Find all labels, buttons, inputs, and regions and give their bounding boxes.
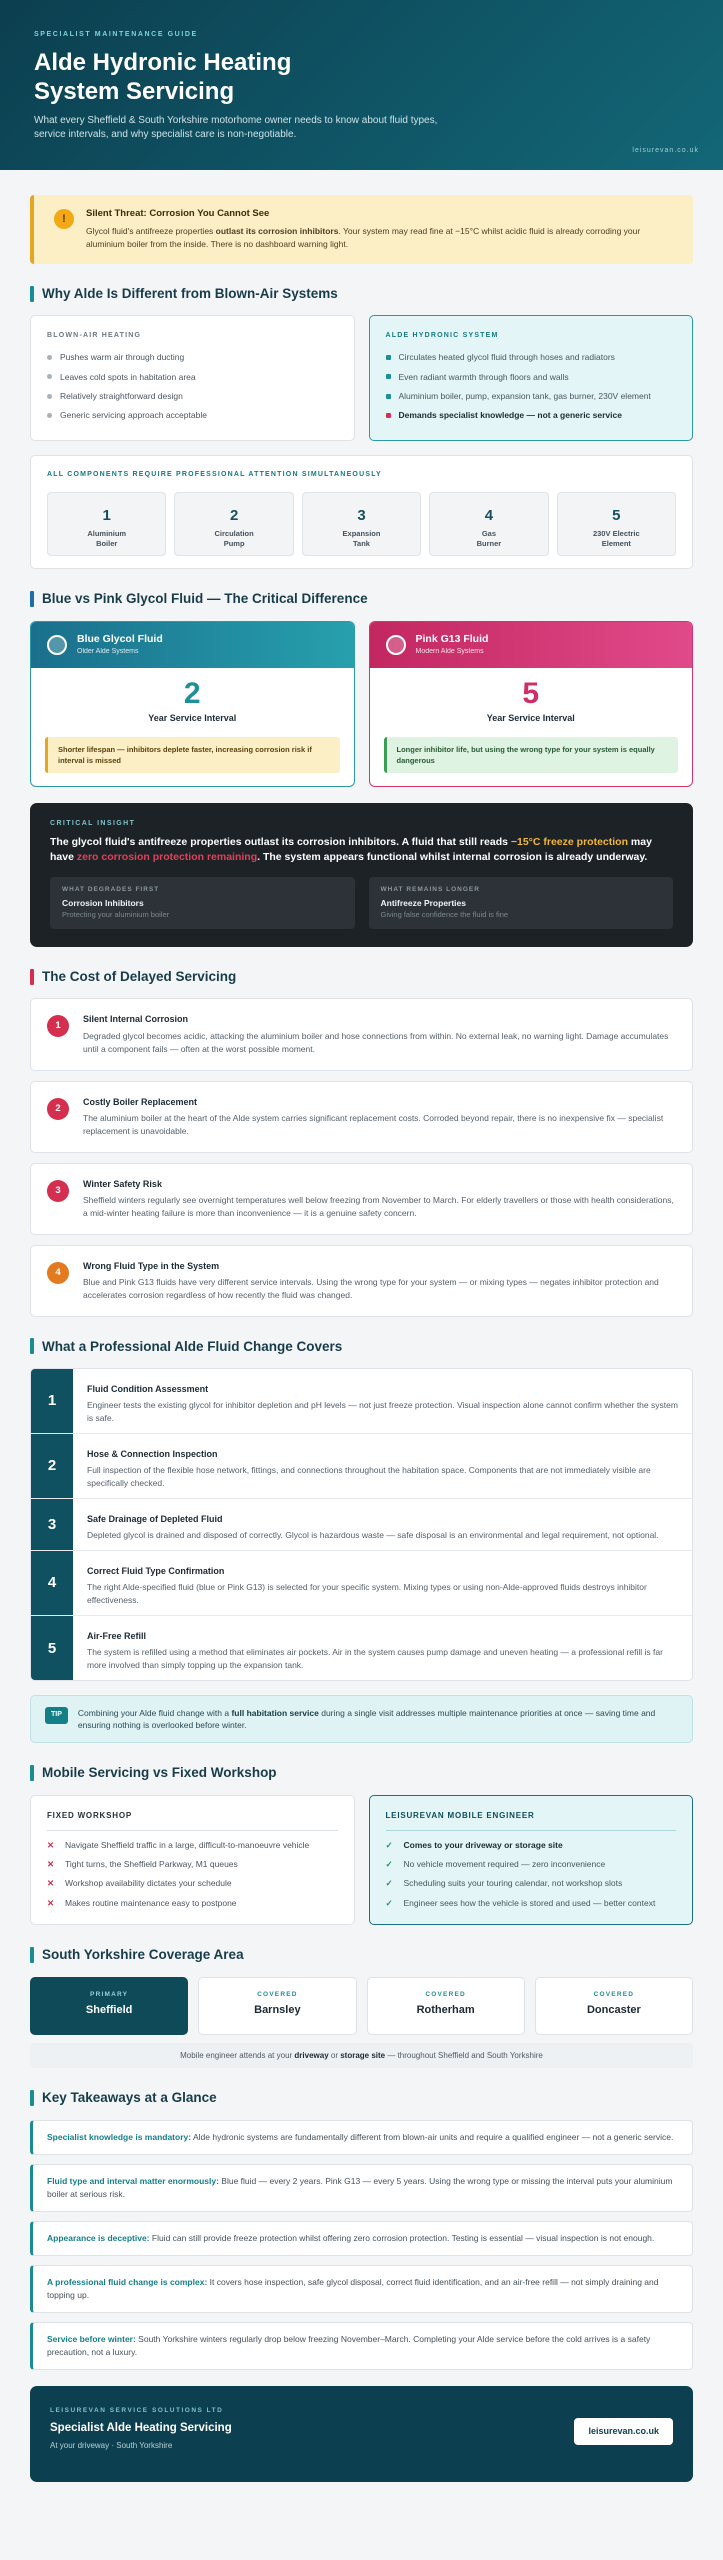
alert-text: Glycol fluid's antifreeze properties outlast its corrosion inhibitors. Your system may read fine at −15°C whilst acidic fluid is already corroding your aluminium boiler from the inside. There is no dashboard warning light.	[86, 225, 641, 249]
list-item	[47, 351, 338, 363]
component-name-line1: 230V Electric	[592, 529, 640, 539]
page-title-line1: Alde Hydronic Heating	[34, 49, 292, 77]
fluid-change-step	[31, 1434, 692, 1499]
blown-air-card	[30, 315, 355, 441]
fluid-change-steps	[30, 1368, 693, 1681]
bullet-icon	[47, 394, 52, 399]
cost-body	[83, 1013, 676, 1055]
glycol-row	[30, 621, 693, 787]
list-item-text: Makes routine maintenance easy to postpone	[65, 1897, 237, 1908]
pink-glycol-sub: Modern Alde Systems	[415, 648, 484, 656]
list-item-text: Pushes warm air through ducting	[60, 352, 185, 363]
list-item-text: Scheduling suits your touring calendar, not workshop slots	[403, 1878, 623, 1889]
coverage-note: Mobile engineer attends at your driveway or storage site — throughout Sheffield and South Yorkshire	[30, 2043, 693, 2069]
cost-text: Degraded glycol becomes acidic, attacking the aluminium boiler and hose connections from within. No external leak, no warning light. Damage accumulates until a component fails — often at the worst possible moment.	[83, 1030, 669, 1054]
components-row	[47, 492, 676, 556]
step-body	[73, 1551, 692, 1615]
tip-box	[30, 1695, 693, 1743]
list-item-text: Demands specialist knowledge — not a generic service	[398, 410, 622, 421]
step-number: 4	[31, 1551, 73, 1615]
cost-body	[83, 1260, 676, 1302]
takeaway-text: Alde hydronic systems are fundamentally different from blown-air units and require a qualified engineer — not a generic service.	[191, 2131, 674, 2142]
section-accent-bar	[30, 2090, 34, 2106]
list-item	[47, 390, 338, 402]
footer-company: LEISUREVAN SERVICE SOLUTIONS LTD	[50, 2406, 224, 2414]
cost-card	[30, 998, 693, 1070]
component-name	[430, 529, 547, 549]
step-text: The system is refilled using a method that eliminates air pockets. Air in the system causes pump damage and uneven heating — a professional refill is far more involved than simply topping up the expansion tank.	[87, 1647, 663, 1671]
coverage-town: Rotherham	[416, 2003, 475, 2016]
coverage-area-doncaster	[535, 1977, 693, 2035]
bullet-icon	[386, 355, 391, 360]
step-body	[73, 1499, 673, 1550]
corrosion-alert	[30, 195, 693, 264]
cross-icon: ✕	[47, 1858, 55, 1869]
cost-card	[30, 1081, 693, 1153]
page-title-line2: System Servicing	[34, 78, 235, 106]
section-title-glycol: Blue vs Pink Glycol Fluid — The Critical Difference	[30, 589, 693, 609]
fluid-drop-icon	[47, 635, 67, 655]
list-item	[386, 351, 677, 363]
component-number: 3	[357, 507, 366, 525]
component-tile	[557, 492, 676, 556]
component-name	[48, 529, 165, 549]
list-item	[386, 390, 677, 402]
components-label: ALL COMPONENTS REQUIRE PROFESSIONAL ATTENTION SIMULTANEOUSLY	[47, 471, 382, 479]
cross-icon: ✕	[47, 1897, 55, 1908]
component-tile	[47, 492, 166, 556]
fluid-change-step	[31, 1551, 692, 1616]
cost-text: Sheffield winters regularly see overnight temperatures well below freezing from November to March. For elderly travellers or those with health considerations, a mid-winter heating failure is more than inconvenience — it is a genuine safety concern.	[83, 1194, 674, 1218]
list-item	[386, 409, 677, 421]
coverage-area-barnsley	[198, 1977, 356, 2035]
degrades-first-box: WHAT DEGRADES FIRST Corrosion Inhibitors Protecting your aluminium boiler	[50, 877, 355, 929]
step-title: Air-Free Refill	[87, 1631, 147, 1642]
list-item-text: Navigate Sheffield traffic in a large, difficult-to-manoeuvre vehicle	[65, 1839, 310, 1850]
takeaway-text: Fluid can still provide freeze protection whilst offering zero corrosion protection. Testing is essential — visual inspection is not enough.	[149, 2232, 655, 2243]
takeaway-heading: Service before winter:	[47, 2333, 136, 2344]
list-item	[47, 1839, 338, 1851]
cost-number-badge: 3	[47, 1180, 69, 1202]
pink-glycol-interval: Year Service Interval	[486, 712, 575, 723]
fixed-workshop-card	[30, 1795, 355, 1925]
section-accent-bar	[30, 1338, 34, 1354]
step-title: Correct Fluid Type Confirmation	[87, 1566, 225, 1577]
check-icon: ✓	[385, 1878, 393, 1889]
warning-icon: !	[54, 209, 74, 229]
list-item	[386, 1858, 677, 1870]
cost-list	[30, 998, 693, 1316]
fluid-drop-icon	[386, 635, 406, 655]
coverage-town: Doncaster	[586, 2003, 641, 2016]
takeaway-item	[30, 2221, 693, 2256]
mobile-vs-fixed-row	[30, 1795, 693, 1925]
component-tile	[302, 492, 421, 556]
mobile-engineer-card	[369, 1795, 694, 1925]
list-item	[47, 1858, 338, 1870]
fluid-change-step	[31, 1499, 692, 1551]
component-name	[303, 529, 420, 549]
section-accent-bar	[30, 1765, 34, 1781]
takeaway-item	[30, 2322, 693, 2370]
step-body	[73, 1616, 692, 1680]
blue-glycol-years: 2	[183, 676, 201, 710]
hero-site-link[interactable]: leisurevan.co.uk	[632, 146, 699, 154]
list-item-text: Relatively straightforward design	[60, 391, 183, 402]
cost-number-badge: 2	[47, 1098, 69, 1120]
fixed-workshop-list	[47, 1839, 338, 1909]
coverage-status: COVERED	[425, 1990, 466, 1998]
footer-title: Specialist Alde Heating Servicing	[50, 2422, 232, 2435]
hero-intro: What every Sheffield & South Yorkshire motorhome owner needs to know about fluid types, service intervals, and why specialist care is non-negotiable.	[34, 115, 438, 141]
cost-title: Winter Safety Risk	[83, 1178, 162, 1189]
list-item	[386, 1877, 677, 1889]
fixed-workshop-label: FIXED WORKSHOP	[47, 1810, 338, 1831]
list-item-text: Engineer sees how the vehicle is stored and used — better context	[403, 1897, 656, 1908]
list-item-text: Comes to your driveway or storage site	[403, 1839, 563, 1850]
list-item	[386, 1897, 677, 1909]
cost-title: Wrong Fluid Type in the System	[83, 1260, 220, 1271]
component-number: 4	[484, 507, 494, 525]
step-text: The right Alde-specified fluid (blue or Pink G13) is selected for your specific system. Mixing types or using non-Alde-approved fluids destroys inhibitor effectiveness.	[87, 1582, 647, 1606]
insight-label: CRITICAL INSIGHT	[50, 819, 136, 827]
section-title-takeaways: Key Takeaways at a Glance	[30, 2088, 693, 2108]
component-tile	[174, 492, 293, 556]
bullet-icon	[386, 394, 391, 399]
component-name-line2: Pump	[223, 539, 245, 549]
blue-glycol-interval: Year Service Interval	[148, 712, 237, 723]
check-icon: ✓	[385, 1858, 393, 1869]
list-item-text: No vehicle movement required — zero inconvenience	[403, 1858, 606, 1869]
step-title: Hose & Connection Inspection	[87, 1449, 218, 1460]
page-title	[34, 48, 693, 106]
alde-label: ALDE HYDRONIC SYSTEM	[385, 332, 499, 340]
takeaway-item	[30, 2120, 693, 2155]
component-number: 2	[229, 507, 239, 525]
list-item	[47, 1877, 338, 1889]
bullet-icon	[47, 355, 52, 360]
component-name-line1: Expansion	[342, 529, 381, 539]
check-icon: ✓	[385, 1897, 393, 1908]
insight-text: The glycol fluid's antifreeze properties outlast its corrosion inhibitors. A fluid that still reads −15°C freeze protection may have zero corrosion protection remaining. The system appears functional whilst internal corrosion is already underway.	[50, 836, 652, 864]
step-text: Depleted glycol is drained and disposed of correctly. Glycol is hazardous waste — safe disposal is an environmental and legal requirement, not optional.	[87, 1530, 659, 1541]
footer-banner	[30, 2386, 693, 2482]
cost-number-badge: 4	[47, 1262, 69, 1284]
step-text: Full inspection of the flexible hose network, fittings, and connections throughout the habitation space. Components that are not immediately visible are specifically checked.	[87, 1465, 651, 1489]
list-item	[386, 1839, 677, 1851]
blue-glycol-sub: Older Alde Systems	[77, 648, 139, 656]
section-title-mobile: Mobile Servicing vs Fixed Workshop	[30, 1763, 693, 1783]
fluid-change-step	[31, 1369, 692, 1434]
list-item	[47, 409, 338, 421]
list-item	[386, 371, 677, 383]
alert-title: Silent Threat: Corrosion You Cannot See	[86, 208, 270, 219]
list-item-text: Leaves cold spots in habitation area	[60, 371, 196, 382]
step-body	[73, 1434, 692, 1498]
blown-air-label: BLOWN-AIR HEATING	[47, 332, 142, 340]
alde-list	[386, 351, 677, 421]
coverage-status: PRIMARY	[90, 1990, 129, 1998]
mobile-engineer-label: LEISUREVAN MOBILE ENGINEER	[386, 1810, 677, 1831]
blue-glycol-note: Shorter lifespan — inhibitors deplete faster, increasing corrosion risk if interval is missed	[45, 737, 340, 773]
section-accent-bar	[30, 591, 34, 607]
cost-title: Costly Boiler Replacement	[83, 1096, 198, 1107]
blue-glycol-header	[31, 622, 354, 668]
component-name	[175, 529, 292, 549]
list-item	[47, 371, 338, 383]
blown-air-list	[47, 351, 338, 421]
cost-body	[83, 1178, 676, 1220]
cost-body	[83, 1096, 676, 1138]
component-name-line2: Burner	[476, 539, 502, 549]
list-item-text: Circulates heated glycol fluid through hoses and radiators	[398, 352, 615, 363]
tip-badge: TIP	[45, 1707, 68, 1723]
blue-glycol-name: Blue Glycol Fluid	[77, 633, 163, 646]
section-title-why-alde: Why Alde Is Different from Blown-Air Systems	[30, 284, 693, 304]
step-text: Engineer tests the existing glycol for inhibitor depletion and pH levels — not just freeze protection. Visual inspection alone cannot confirm whether the system is safe.	[87, 1400, 678, 1424]
bullet-icon	[47, 413, 52, 418]
coverage-status: COVERED	[257, 1990, 298, 1998]
hero-kicker: SPECIALIST MAINTENANCE GUIDE	[34, 31, 198, 38]
step-number: 5	[31, 1616, 73, 1680]
mobile-engineer-list	[386, 1839, 677, 1909]
cost-number-badge: 1	[47, 1015, 69, 1037]
component-name-line1: Gas	[481, 529, 497, 539]
pink-glycol-years: 5	[522, 676, 540, 710]
component-tile	[429, 492, 548, 556]
component-name-line2: Element	[601, 539, 631, 549]
component-name-line1: Aluminium	[87, 529, 127, 539]
tip-text: Combining your Alde fluid change with a full habitation service during a single visit addresses multiple maintenance priorities at once — saving time and ensuring nothing is overlooked before winter.	[77, 1708, 656, 1731]
list-item-text: Workshop availability dictates your schedule	[65, 1878, 232, 1889]
remains-longer-box: WHAT REMAINS LONGER Antifreeze Properties Giving false confidence the fluid is fine	[369, 877, 674, 929]
takeaway-heading: A professional fluid change is complex:	[47, 2276, 208, 2287]
bullet-icon	[386, 413, 391, 418]
list-item	[47, 1897, 338, 1909]
takeaway-text: Blue fluid — every 2 years. Pink G13 — every 5 years. Using the wrong type or missing the interval puts your aluminium boiler at serious risk.	[47, 2175, 673, 2199]
cost-text: The aluminium boiler at the heart of the Alde system carries significant replacement costs. Corroded beyond repair, there is no inexpensive fix — specialist replacement is unavoidable.	[83, 1112, 664, 1136]
list-item-text: Tight turns, the Sheffield Parkway, M1 queues	[65, 1858, 238, 1869]
takeaway-heading: Fluid type and interval matter enormously:	[47, 2175, 219, 2186]
list-item-text: Even radiant warmth through floors and walls	[398, 371, 569, 382]
takeaways-list	[30, 2120, 693, 2370]
bullet-icon	[386, 374, 391, 379]
critical-insight-panel	[30, 803, 693, 947]
cost-card	[30, 1245, 693, 1317]
footer-subtitle: At your driveway · South Yorkshire	[50, 2440, 173, 2450]
step-number: 2	[31, 1434, 73, 1498]
pink-glycol-card	[369, 621, 694, 787]
blue-glycol-card	[30, 621, 355, 787]
step-body	[73, 1369, 692, 1433]
components-card	[30, 455, 693, 569]
hero-banner	[0, 0, 723, 170]
coverage-area-sheffield	[30, 1977, 188, 2035]
component-number: 1	[102, 507, 111, 525]
component-name-line1: Circulation	[214, 529, 254, 539]
cross-icon: ✕	[47, 1878, 55, 1889]
pink-glycol-name: Pink G13 Fluid	[415, 633, 489, 646]
takeaway-item	[30, 2265, 693, 2313]
cross-icon: ✕	[47, 1839, 55, 1850]
website-button[interactable]: leisurevan.co.uk	[574, 2418, 673, 2445]
component-name-line2: Boiler	[96, 539, 118, 549]
section-accent-bar	[30, 286, 34, 302]
takeaway-heading: Appearance is deceptive:	[47, 2232, 150, 2243]
cost-title: Silent Internal Corrosion	[83, 1014, 189, 1025]
coverage-areas	[30, 1977, 693, 2035]
alde-card	[369, 315, 694, 441]
coverage-status: COVERED	[593, 1990, 635, 1998]
takeaway-item	[30, 2164, 693, 2212]
cost-card	[30, 1163, 693, 1235]
component-name	[558, 529, 675, 549]
step-title: Fluid Condition Assessment	[87, 1384, 209, 1395]
list-item-text: Generic servicing approach acceptable	[60, 410, 207, 421]
coverage-town: Sheffield	[85, 2003, 133, 2016]
step-title: Safe Drainage of Depleted Fluid	[87, 1514, 223, 1525]
comparison-row	[30, 315, 693, 441]
check-icon: ✓	[385, 1839, 393, 1850]
step-number: 3	[31, 1499, 73, 1550]
coverage-area-rotherham	[367, 1977, 525, 2035]
takeaway-text: It covers hose inspection, safe glycol disposal, correct fluid identification, and an air-free refill — not simply draining and topping up.	[47, 2276, 659, 2300]
section-title-cost: The Cost of Delayed Servicing	[30, 967, 693, 987]
component-name-line2: Tank	[353, 539, 370, 549]
coverage-town: Barnsley	[254, 2003, 301, 2016]
section-title-coverage: South Yorkshire Coverage Area	[30, 1945, 693, 1965]
cost-text: Blue and Pink G13 fluids have very different service intervals. Using the wrong type for your system — or mixing types — negates inhibitor protection and accelerates corrosion regardless of how recently the fluid was changed.	[83, 1276, 659, 1300]
step-number: 1	[31, 1369, 73, 1433]
list-item-text: Aluminium boiler, pump, expansion tank, gas burner, 230V element	[398, 391, 651, 402]
component-number: 5	[612, 507, 621, 525]
takeaway-text: South Yorkshire winters regularly drop below freezing November–March. Completing your Alde service before the cold arrives is a safety precaution, not a luxury.	[47, 2333, 651, 2357]
fluid-change-step	[31, 1616, 692, 1680]
pink-glycol-header	[370, 622, 693, 668]
pink-glycol-note: Longer inhibitor life, but using the wrong type for your system is equally dangerous	[384, 737, 679, 773]
section-accent-bar	[30, 1947, 34, 1963]
bullet-icon	[47, 374, 52, 379]
section-accent-bar	[30, 969, 34, 985]
takeaway-heading: Specialist knowledge is mandatory:	[47, 2131, 192, 2142]
section-title-fluid-change: What a Professional Alde Fluid Change Covers	[30, 1337, 693, 1357]
